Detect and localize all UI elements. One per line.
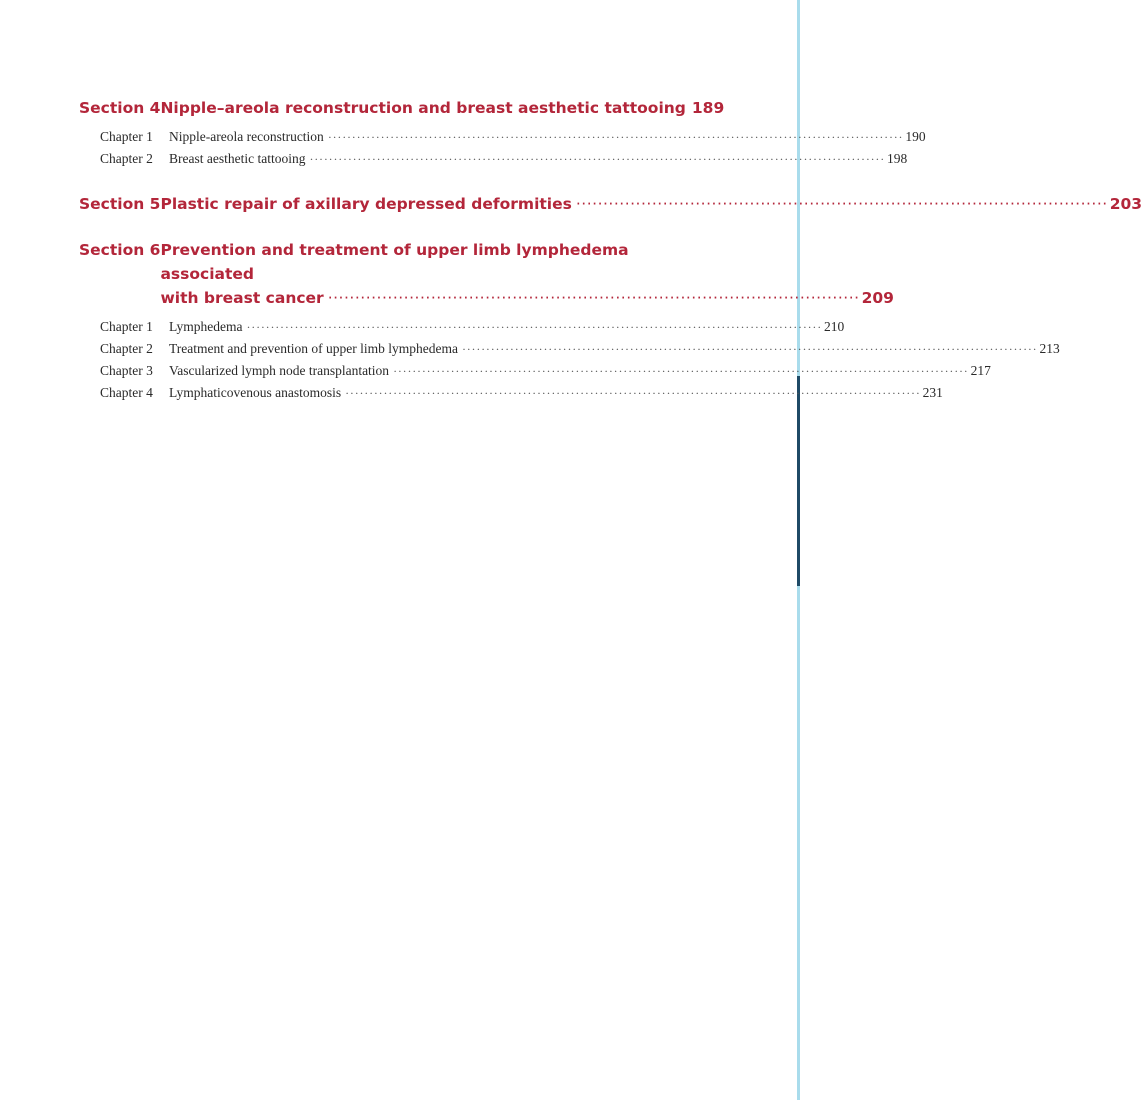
section-title-block [160, 238, 894, 310]
chapter-label: Chapter 1 [100, 129, 153, 144]
dot-leader: ·································································································· [327, 289, 860, 307]
chapter-page-number: 217 [970, 363, 991, 378]
toc-chapter-entry[interactable] [79, 126, 926, 148]
page-edge-tab-mark [797, 376, 800, 586]
section-title-last-line [160, 96, 725, 120]
dot-leader: ·································································································· [575, 195, 1108, 213]
toc-chapter-entry[interactable] [79, 382, 943, 404]
chapter-title: Nipple-areola reconstruction [169, 129, 324, 144]
section-title-block [160, 96, 725, 120]
section-label: Section 4 [79, 99, 161, 117]
dot-leader: ························································································································ [461, 342, 1038, 356]
toc-chapter-entry[interactable] [79, 338, 1060, 360]
chapter-title: Breast aesthetic tattooing [169, 151, 306, 166]
chapter-list [79, 316, 1060, 404]
toc-section-4 [79, 96, 926, 170]
chapter-title: Treatment and prevention of upper limb lymphedema [169, 341, 458, 356]
toc-chapter-entry[interactable] [79, 148, 908, 170]
chapter-title: Lymphedema [169, 319, 243, 334]
chapter-label: Chapter 2 [100, 341, 153, 356]
dot-leader: ························································································································ [309, 152, 885, 166]
section-title-first-line: Prevention and treatment of upper limb lymphedema associated [160, 241, 629, 283]
chapter-label: Chapter 3 [100, 363, 153, 378]
section-title: Plastic repair of axillary depressed deformities [160, 195, 572, 213]
section-label: Section 6 [79, 241, 161, 259]
chapter-list [79, 126, 926, 170]
dot-leader: ························································································································ [393, 364, 969, 378]
chapter-title: Vascularized lymph node transplantation [169, 363, 390, 378]
section-title-last-line [160, 192, 1142, 216]
toc-section-5 [79, 192, 1142, 216]
dot-leader: ························································································································ [246, 320, 823, 334]
toc-section-6 [79, 238, 1060, 404]
chapter-page-number: 213 [1039, 341, 1060, 356]
section-title-block [160, 192, 1142, 216]
section-page-number: 209 [861, 289, 894, 307]
section-page-number: 189 [691, 99, 725, 117]
toc-chapter-entry[interactable] [79, 316, 845, 338]
chapter-label: Chapter 1 [100, 319, 153, 334]
section-title: with breast cancer [160, 289, 324, 307]
chapter-label: Chapter 4 [100, 385, 153, 400]
chapter-label: Chapter 2 [100, 151, 153, 166]
chapter-title: Lymphaticovenous anastomosis [169, 385, 342, 400]
chapter-page-number: 231 [922, 385, 943, 400]
section-label: Section 5 [79, 195, 161, 213]
section-heading[interactable] [79, 96, 725, 120]
chapter-page-number: 210 [824, 319, 845, 334]
table-of-contents [79, 96, 1142, 426]
section-title: Nipple–areola reconstruction and breast aesthetic tattooing [160, 99, 686, 117]
dot-leader: ························································································································ [327, 130, 904, 144]
section-page-number: 203 [1109, 195, 1142, 213]
section-heading[interactable] [79, 192, 1142, 216]
chapter-page-number: 190 [905, 129, 926, 144]
dot-leader: ························································································································ [345, 386, 921, 400]
section-heading[interactable] [79, 238, 894, 310]
section-title-last-line [160, 286, 894, 310]
toc-chapter-entry[interactable] [79, 360, 991, 382]
chapter-page-number: 198 [887, 151, 908, 166]
